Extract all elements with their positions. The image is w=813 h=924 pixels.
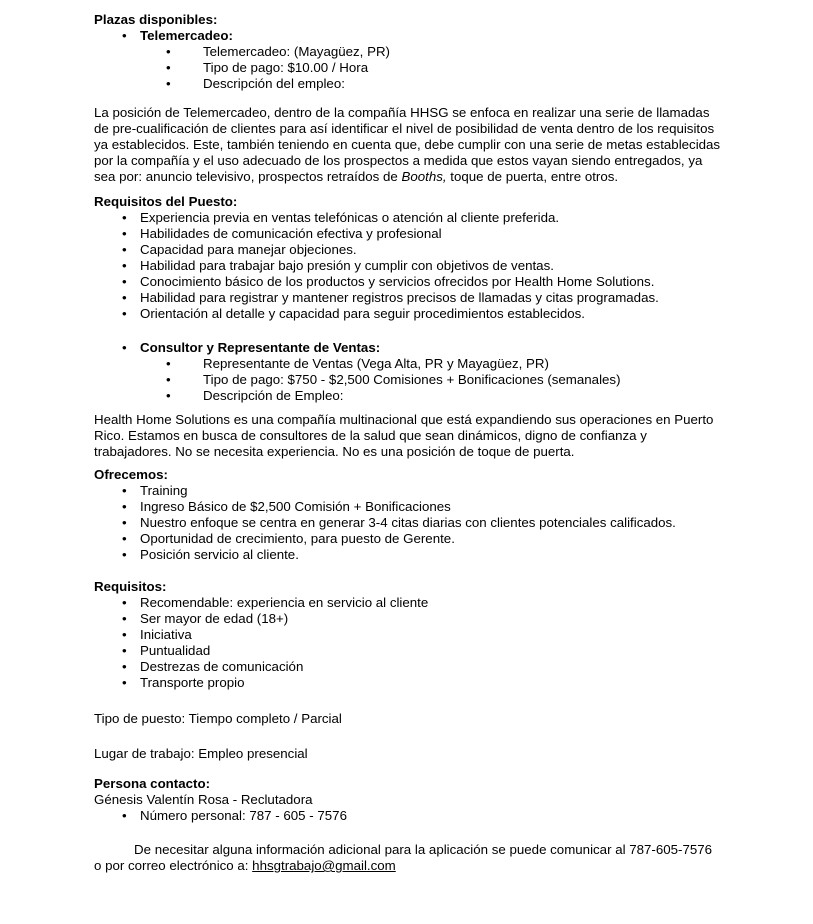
bullet-icon: •: [166, 372, 171, 387]
bullet-icon: •: [122, 483, 127, 498]
bullet-icon: •: [122, 627, 127, 642]
requisito-3: Iniciativa: [140, 627, 192, 642]
consultor-description-label: Descripción de Empleo:: [203, 388, 344, 403]
bullet-icon: •: [122, 258, 127, 273]
footer-note: [94, 842, 722, 874]
list-item-telemercadeo: [94, 28, 722, 44]
bullet-icon: •: [166, 60, 171, 75]
list-item: [94, 595, 722, 611]
email-link[interactable]: hhsgtrabajo@gmail.com: [252, 858, 396, 873]
list-item-consultor-location: [94, 356, 722, 372]
list-item: [94, 210, 722, 226]
telemercadeo-location: Telemercadeo: (Mayagüez, PR): [203, 44, 390, 59]
requisito-puesto-4: Habilidad para trabajar bajo presión y cumplir con objetivos de ventas.: [140, 258, 554, 273]
requisito-puesto-3: Capacidad para manejar objeciones.: [140, 242, 357, 257]
requisito-puesto-7: Orientación al detalle y capacidad para seguir procedimientos establecidos.: [140, 306, 585, 321]
requisito-puesto-6: Habilidad para registrar y mantener registros precisos de llamadas y citas programadas.: [140, 290, 659, 305]
telemercadeo-description-paragraph: [94, 105, 722, 185]
job-title-telemercadeo: Telemercadeo:: [140, 28, 233, 43]
bullet-icon: •: [122, 515, 127, 530]
description-text: La posición de Telemercadeo, dentro de la compañía HHSG se enfoca en realizar una serie de llamadas de pre-cualificación de clientes para así identificar el nivel de posibilidad de venta dentro de los requisitos ya establecidos. Este, también teniendo en cuenta que, debe cumplir con una serie de metas establecidas por la compañía y el uso adecuado de los prospectos a medida que estos vayan siendo entregados, ya sea por: anuncio televisivo, prospectos retraídos de: [94, 105, 721, 184]
heading-persona-contacto: Persona contacto:: [94, 776, 211, 791]
bullet-icon: •: [122, 210, 127, 225]
bullet-icon: •: [122, 808, 127, 823]
list-item-telemercadeo-location: [94, 44, 722, 60]
list-item-telemercadeo-pay: [94, 60, 722, 76]
bullet-icon: •: [122, 643, 127, 658]
consultor-pay: Tipo de pago: $750 - $2,500 Comisiones + Bonificaciones (semanales): [203, 372, 621, 387]
bullet-icon: •: [122, 531, 127, 546]
bullet-icon: •: [122, 547, 127, 562]
description-italic-text: Booths,: [401, 169, 447, 184]
list-item-consultor-pay: [94, 372, 722, 388]
consultor-description-paragraph: Health Home Solutions es una compañía multinacional que está expandiendo sus operaciones en Puerto Rico. Estamos en busca de consultores de la salud que sean dinámicos, digno de confianza y trabajadores. No se necesita experiencia. No es una posición de toque de puerta.: [94, 412, 714, 459]
list-item: [94, 499, 722, 515]
list-item: [94, 547, 722, 563]
bullet-icon: •: [166, 388, 171, 403]
contact-name: Génesis Valentín Rosa - Reclutadora: [94, 792, 313, 807]
bullet-icon: •: [166, 76, 171, 91]
list-item: [94, 531, 722, 547]
list-item: [94, 659, 722, 675]
requisito-puesto-1: Experiencia previa en ventas telefónicas o atención al cliente preferida.: [140, 210, 560, 225]
bullet-icon: •: [122, 340, 127, 355]
bullet-icon: •: [122, 659, 127, 674]
telemercadeo-pay: Tipo de pago: $10.00 / Hora: [203, 60, 369, 75]
list-item: [94, 290, 722, 306]
ofrecemos-1: Training: [140, 483, 188, 498]
heading-ofrecemos: Ofrecemos:: [94, 467, 168, 482]
list-item-consultor-description-label: [94, 388, 722, 404]
telemercadeo-description-label: Descripción del empleo:: [203, 76, 345, 91]
ofrecemos-3: Nuestro enfoque se centra en generar 3-4 citas diarias con clientes potenciales calificados.: [140, 515, 676, 530]
requisito-1: Recomendable: experiencia en servicio al cliente: [140, 595, 429, 610]
list-item: [94, 675, 722, 691]
ofrecemos-5: Posición servicio al cliente.: [140, 547, 299, 562]
list-item: [94, 274, 722, 290]
ofrecemos-4: Oportunidad de crecimiento, para puesto de Gerente.: [140, 531, 455, 546]
heading-plazas-disponibles: Plazas disponibles:: [94, 12, 218, 27]
bullet-icon: •: [122, 28, 127, 43]
requisito-puesto-2: Habilidades de comunicación efectiva y profesional: [140, 226, 442, 241]
bullet-icon: •: [122, 226, 127, 241]
consultor-location: Representante de Ventas (Vega Alta, PR y Mayagüez, PR): [203, 356, 549, 371]
ofrecemos-2: Ingreso Básico de $2,500 Comisión + Bonificaciones: [140, 499, 451, 514]
list-item: [94, 226, 722, 242]
description-text-end: toque de puerta, entre otros.: [446, 169, 619, 184]
list-item: [94, 515, 722, 531]
list-item: [94, 306, 722, 322]
bullet-icon: •: [122, 242, 127, 257]
requisito-2: Ser mayor de edad (18+): [140, 611, 289, 626]
list-item: [94, 627, 722, 643]
footer-text: De necesitar alguna información adicional para la aplicación se puede comunicar al 787-605-7576 o por correo electrónico a:: [94, 842, 713, 873]
list-item: [94, 258, 722, 274]
requisito-6: Transporte propio: [140, 675, 245, 690]
requisito-4: Puntualidad: [140, 643, 211, 658]
bullet-icon: •: [122, 675, 127, 690]
tipo-de-puesto: Tipo de puesto: Tiempo completo / Parcial: [94, 711, 342, 726]
bullet-icon: •: [166, 356, 171, 371]
requisito-5: Destrezas de comunicación: [140, 659, 304, 674]
bullet-icon: •: [122, 290, 127, 305]
list-item: [94, 242, 722, 258]
list-item-consultor: [94, 340, 722, 356]
bullet-icon: •: [122, 611, 127, 626]
requisito-puesto-5: Conocimiento básico de los productos y servicios ofrecidos por Health Home Solutions.: [140, 274, 655, 289]
heading-requisitos: Requisitos:: [94, 579, 167, 594]
contact-phone: Número personal: 787 - 605 - 7576: [140, 808, 347, 823]
bullet-icon: •: [166, 44, 171, 59]
bullet-icon: •: [122, 274, 127, 289]
lugar-de-trabajo: Lugar de trabajo: Empleo presencial: [94, 746, 308, 761]
heading-requisitos-del-puesto: Requisitos del Puesto:: [94, 194, 238, 209]
list-item: [94, 483, 722, 499]
list-item: [94, 643, 722, 659]
job-title-consultor: Consultor y Representante de Ventas:: [140, 340, 381, 355]
bullet-icon: •: [122, 306, 127, 321]
list-item-telemercadeo-description-label: [94, 76, 722, 92]
list-item: [94, 611, 722, 627]
list-item-contact-phone: [94, 808, 722, 824]
bullet-icon: •: [122, 595, 127, 610]
bullet-icon: •: [122, 499, 127, 514]
